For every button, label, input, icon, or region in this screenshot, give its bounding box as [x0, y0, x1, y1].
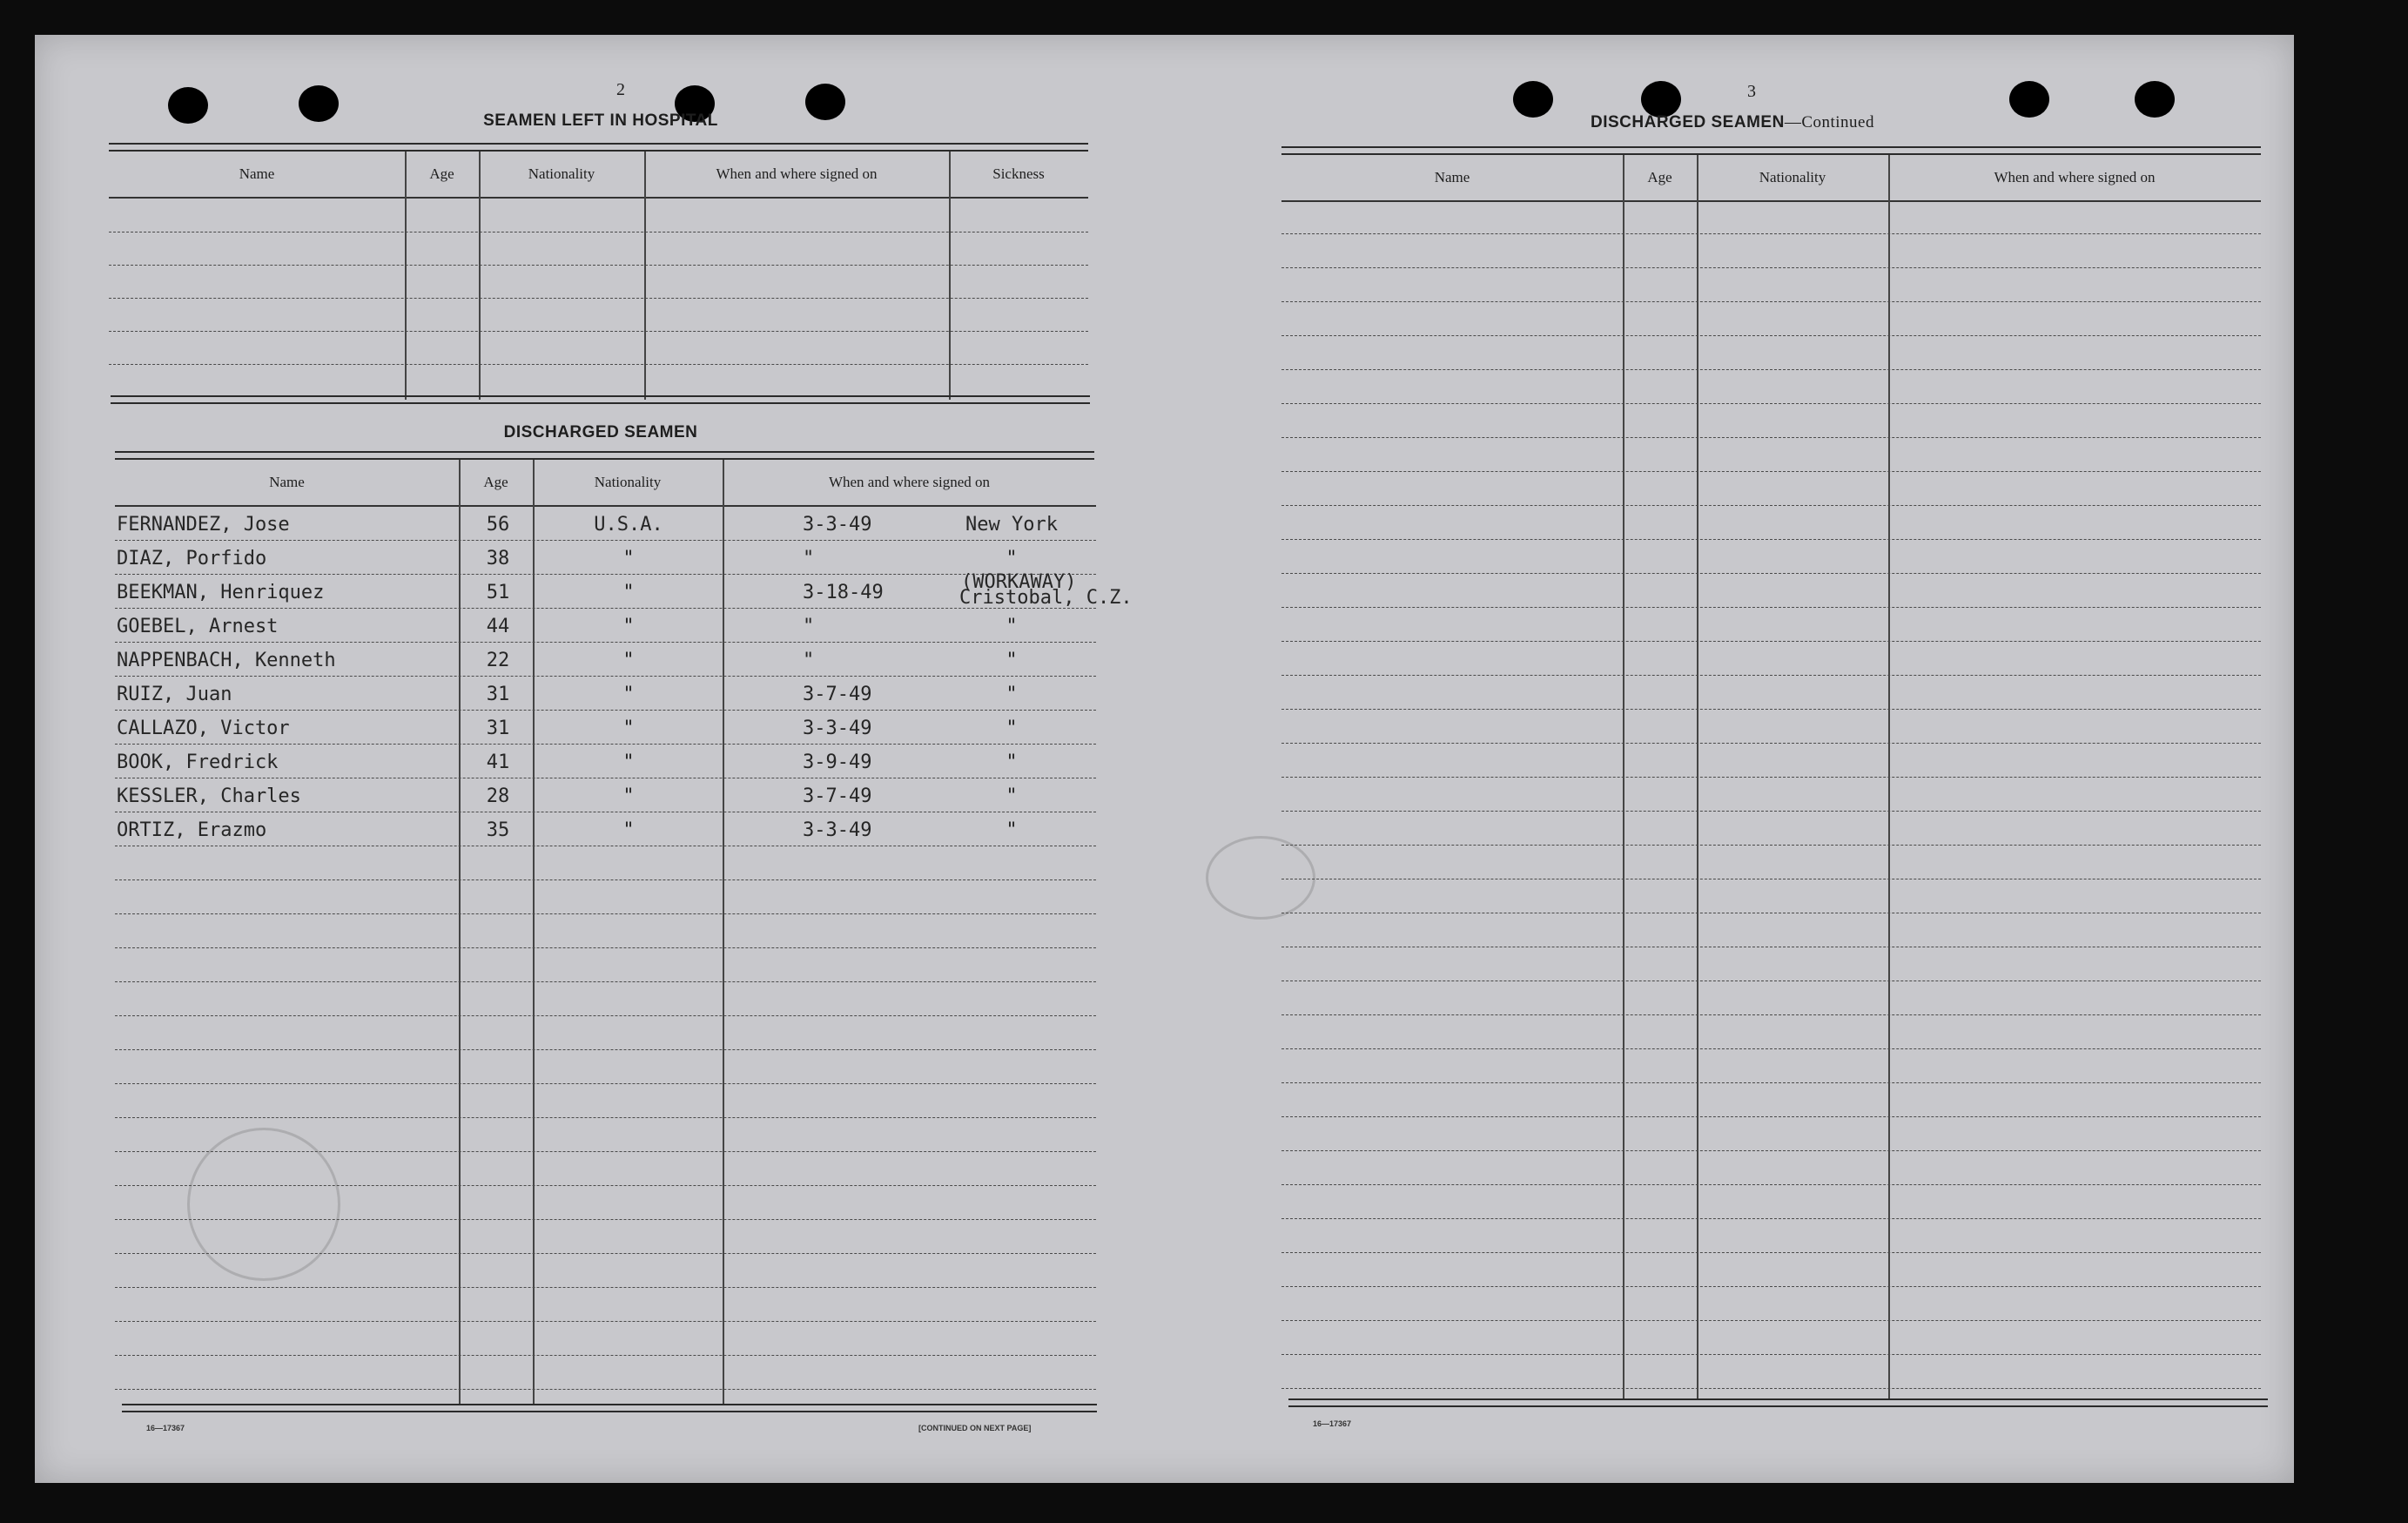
hospital-section-title: SEAMEN LEFT IN HOSPITAL	[483, 111, 718, 130]
column-divider	[1697, 155, 1698, 1400]
row-line	[1281, 1218, 2261, 1219]
faint-stamp-mark	[187, 1128, 340, 1281]
seaman-nationality: "	[622, 548, 635, 569]
signed-on-place: New York	[965, 514, 1058, 536]
seaman-name: NAPPENBACH, Kenneth	[117, 650, 336, 671]
signed-on-place: Cristobal, C.Z.	[959, 587, 1133, 609]
punch-hole	[805, 84, 845, 120]
row-line	[115, 744, 1096, 745]
column-divider	[723, 460, 724, 1405]
seaman-nationality: "	[622, 751, 635, 773]
seaman-nationality: U.S.A.	[594, 514, 663, 536]
title-main: DISCHARGED SEAMEN	[1591, 113, 1785, 131]
seaman-nationality: "	[622, 582, 635, 603]
row-line	[1281, 369, 2261, 370]
row-line	[1281, 403, 2261, 404]
hospital-top-rule	[109, 143, 1088, 152]
seaman-name: CALLAZO, Victor	[117, 718, 290, 739]
row-line	[1281, 607, 2261, 608]
row-line	[1281, 539, 2261, 540]
hospital-table	[109, 152, 1088, 400]
row-line	[1281, 845, 2261, 846]
row-line	[1281, 335, 2261, 336]
discharged-continued-table	[1281, 155, 2261, 1400]
signed-on-place: "	[1006, 650, 1018, 671]
row-line	[1281, 1354, 2261, 1355]
row-line	[1281, 675, 2261, 676]
row-line	[1281, 301, 2261, 302]
form-number: 16—17367	[1313, 1419, 1352, 1428]
row-line	[1281, 811, 2261, 812]
row-line	[1281, 1048, 2261, 1049]
col-header-signed-on: When and where signed on	[828, 474, 991, 490]
seaman-nationality: "	[622, 616, 635, 637]
row-line	[1281, 1082, 2261, 1083]
seaman-age: 22	[486, 650, 510, 671]
seaman-age: 44	[486, 616, 510, 637]
row-line	[109, 298, 1088, 299]
row-line	[115, 1117, 1096, 1118]
signed-on-note: (WORKAWAY)	[961, 571, 1077, 593]
column-divider	[644, 152, 646, 400]
signed-on-date: 3-7-49	[803, 785, 872, 807]
seaman-nationality: "	[622, 819, 635, 841]
col-header-sickness: Sickness	[992, 165, 1045, 182]
right-bottom-rule	[1288, 1398, 2268, 1407]
signed-on-date: 3-9-49	[803, 751, 872, 773]
row-line	[115, 1083, 1096, 1084]
seaman-name: BOOK, Fredrick	[117, 751, 279, 773]
row-line	[115, 540, 1096, 541]
seaman-nationality: "	[622, 785, 635, 807]
discharged-table-header	[115, 460, 1096, 507]
row-line	[1281, 1388, 2261, 1389]
title-suffix: —Continued	[1784, 113, 1874, 131]
punch-hole	[1513, 81, 1553, 118]
seaman-name: RUIZ, Juan	[117, 684, 232, 705]
row-line	[1281, 777, 2261, 778]
seaman-age: 35	[486, 819, 510, 841]
punch-hole	[2135, 81, 2175, 118]
seaman-nationality: "	[622, 650, 635, 671]
column-divider	[1623, 155, 1624, 1400]
hospital-table-header	[109, 152, 1088, 199]
row-line	[115, 1049, 1096, 1050]
row-line	[115, 1287, 1096, 1288]
row-line	[1281, 505, 2261, 506]
column-divider	[405, 152, 407, 400]
discharged-section-title: DISCHARGED SEAMEN	[503, 423, 698, 441]
column-divider	[1888, 155, 1890, 1400]
row-line	[1281, 267, 2261, 268]
row-line	[1281, 471, 2261, 472]
row-line	[115, 1321, 1096, 1322]
signed-on-date: 3-18-49	[803, 582, 884, 603]
faint-stamp-mark	[1206, 836, 1315, 920]
column-divider	[479, 152, 481, 400]
seaman-name: KESSLER, Charles	[117, 785, 301, 807]
row-line	[115, 879, 1096, 880]
left-page	[35, 35, 1167, 1483]
row-line	[115, 913, 1096, 914]
row-line	[1281, 1252, 2261, 1253]
right-top-rule	[1281, 146, 2261, 155]
row-line	[1281, 1150, 2261, 1151]
column-divider	[533, 460, 535, 1405]
row-line	[1281, 573, 2261, 574]
column-divider	[459, 460, 461, 1405]
discharged-continued-title	[1550, 113, 1915, 132]
right-page	[1167, 35, 2294, 1483]
row-line	[1281, 1286, 2261, 1287]
signed-on-place: "	[1006, 718, 1018, 739]
col-header-age: Age	[483, 474, 508, 490]
signed-on-date: 3-3-49	[803, 718, 872, 739]
row-line	[109, 331, 1088, 332]
row-line	[115, 1015, 1096, 1016]
signed-on-place: "	[1006, 751, 1018, 773]
signed-on-place: "	[1006, 548, 1018, 569]
seaman-age: 31	[486, 718, 510, 739]
row-line	[1281, 1014, 2261, 1015]
row-line	[115, 1355, 1096, 1356]
continued-note: [CONTINUED ON NEXT PAGE]	[918, 1424, 1032, 1432]
page-number: 2	[616, 80, 625, 99]
row-line	[1281, 1184, 2261, 1185]
row-line	[115, 574, 1096, 575]
signed-on-date: 3-3-49	[803, 514, 872, 536]
seaman-name: DIAZ, Porfido	[117, 548, 267, 569]
col-header-signed-on: When and where signed on	[1994, 169, 2156, 185]
seaman-age: 38	[486, 548, 510, 569]
form-number: 16—17367	[146, 1424, 185, 1432]
right-table-header	[1281, 155, 2261, 202]
discharged-top-rule	[115, 451, 1094, 460]
punch-hole	[2009, 81, 2049, 118]
col-header-signed-on: When and where signed on	[716, 165, 878, 182]
signed-on-date: "	[803, 616, 815, 637]
seaman-nationality: "	[622, 718, 635, 739]
signed-on-date: 3-3-49	[803, 819, 872, 841]
seaman-name: BEEKMAN, Henriquez	[117, 582, 325, 603]
col-header-nationality: Nationality	[528, 165, 595, 182]
signed-on-place: "	[1006, 684, 1018, 705]
signed-on-date: 3-7-49	[803, 684, 872, 705]
seaman-name: ORTIZ, Erazmo	[117, 819, 267, 841]
row-line	[115, 1389, 1096, 1390]
row-line	[115, 947, 1096, 948]
col-header-name: Name	[239, 165, 275, 182]
row-line	[1281, 1116, 2261, 1117]
signed-on-date: "	[803, 548, 815, 569]
seaman-age: 31	[486, 684, 510, 705]
row-line	[1281, 437, 2261, 438]
punch-hole	[1641, 81, 1681, 118]
signed-on-place: "	[1006, 819, 1018, 841]
seaman-age: 56	[486, 514, 510, 536]
row-line	[115, 608, 1096, 609]
row-line	[115, 676, 1096, 677]
row-line	[1281, 1320, 2261, 1321]
signed-on-date: "	[803, 650, 815, 671]
seaman-name: GOEBEL, Arnest	[117, 616, 279, 637]
row-line	[1281, 233, 2261, 234]
row-line	[109, 364, 1088, 365]
row-line	[1281, 743, 2261, 744]
row-line	[109, 265, 1088, 266]
punch-hole	[299, 85, 339, 122]
row-line	[115, 642, 1096, 643]
row-line	[115, 981, 1096, 982]
punch-hole	[168, 87, 208, 124]
seaman-age: 28	[486, 785, 510, 807]
signed-on-place: "	[1006, 616, 1018, 637]
document-sheet	[35, 35, 2294, 1483]
col-header-age: Age	[1647, 169, 1672, 185]
column-divider	[949, 152, 951, 400]
row-line	[1281, 709, 2261, 710]
seaman-nationality: "	[622, 684, 635, 705]
page-number: 3	[1747, 82, 1756, 101]
col-header-name: Name	[1434, 169, 1470, 185]
hospital-bottom-rule	[111, 395, 1090, 404]
seaman-age: 41	[486, 751, 510, 773]
seaman-age: 51	[486, 582, 510, 603]
discharged-bottom-rule	[122, 1404, 1097, 1412]
seaman-name: FERNANDEZ, Jose	[117, 514, 290, 536]
signed-on-place: "	[1006, 785, 1018, 807]
col-header-nationality: Nationality	[594, 474, 662, 490]
row-line	[1281, 641, 2261, 642]
col-header-name: Name	[269, 474, 305, 490]
row-line	[115, 710, 1096, 711]
col-header-age: Age	[429, 165, 454, 182]
col-header-nationality: Nationality	[1759, 169, 1826, 185]
